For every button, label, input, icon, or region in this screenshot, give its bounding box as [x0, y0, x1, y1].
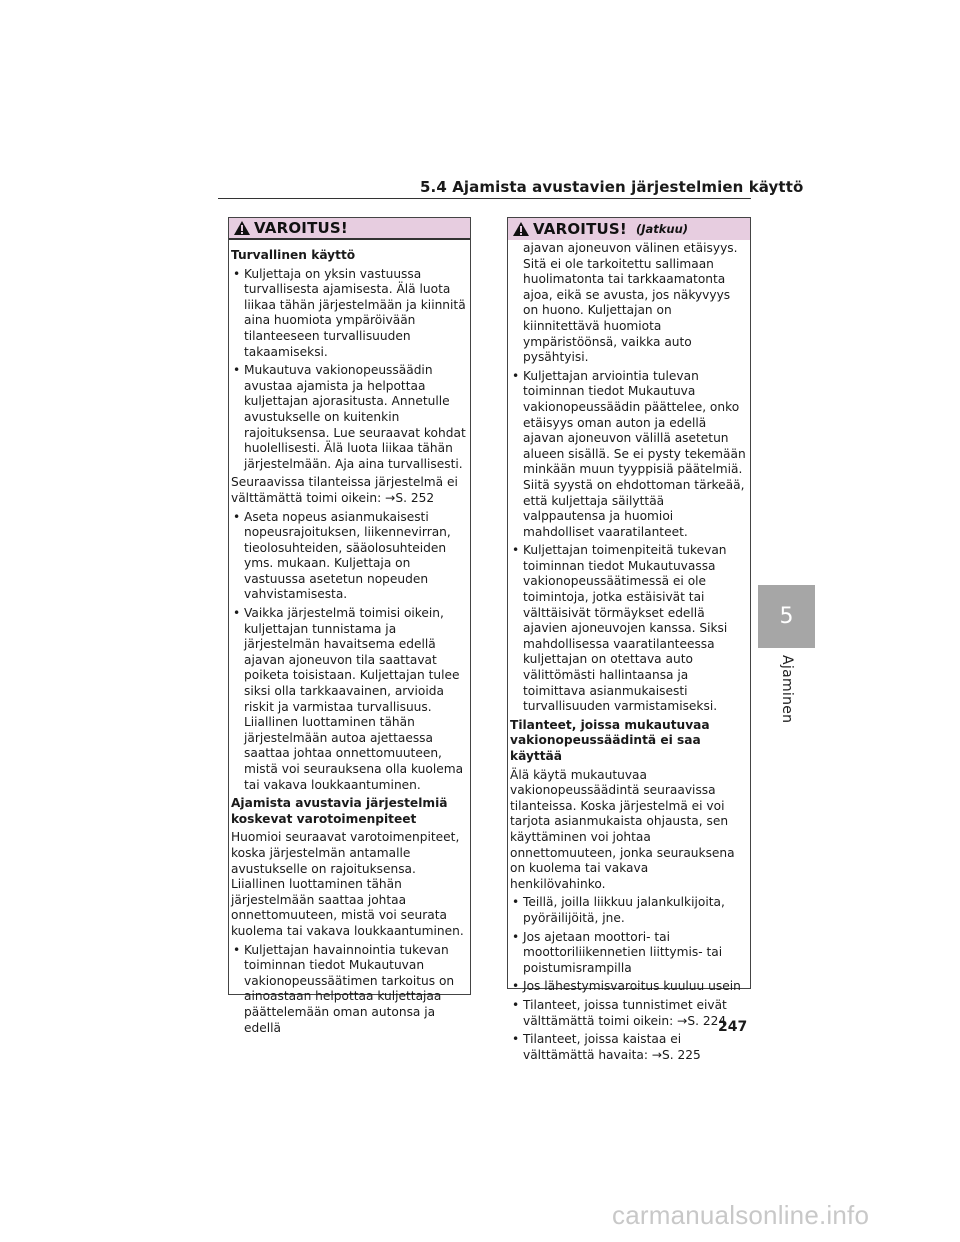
watermark: carmanualsonline.info	[612, 1200, 870, 1230]
bullet-item: • Kuljettajan arviointia tulevan toiminnan tiedot Mukautuva vakionopeussäädin päättelee, onko etäisyys oman auton ja edellä ajavan ajoneuvon välillä asetetun alueen sisällä. Se ei pysty tekemään minkään muun tyyppisiä päätelmiä. Siitä syystä on ehdottoman tärkeää, että kuljettaja säilyttää valppautensa ja huomioi mahdolliset vaaratilanteet.	[510, 369, 746, 541]
warning-title: VAROITUS!	[254, 219, 348, 237]
warning-body	[229, 240, 470, 1036]
warning-triangle-icon	[512, 221, 530, 237]
bullet-item: • Kuljettajan toimenpiteitä tukevan toiminnan tiedot Mukautuvassa vakionopeussäätimessä ei ole toimintoja, jotka estäisivät tai välttäisivät törmäykset edellä ajavien ajoneuvojen kanssa. Siksi mahdollisessa vaaratilanteessa kuljettajan on otettava auto välittömästi hallintaansa ja toimittava asianmukaisesti turvallisuuden varmistamiseksi.	[510, 543, 746, 715]
bullet-item: • Jos ajetaan moottori- tai moottoriliikennetien liittymis- tai poistumisrampilla	[510, 930, 746, 977]
subheading: Ajamista avustavia järjestelmiä koskevat varotoimenpiteet	[231, 796, 448, 826]
section-title: 5.4 Ajamista avustavien järjestelmien käyttö	[420, 178, 804, 196]
paragraph: Seuraavissa tilanteissa järjestelmä ei välttämättä toimi oikein: →S. 252	[231, 475, 458, 505]
bullet-item: • Vaikka järjestelmä toimisi oikein, kuljettajan tunnistama ja järjestelmän havaitsema edellä ajavan ajoneuvon tila saattavat poiketa toisistaan. Kuljettajan tulee siksi olla tarkkaavainen, arvioida riskit ja varmistaa turvallisuus. Liiallinen luottaminen tähän järjestelmään autoa ajettaessa saattaa johtaa onnettomuuteen, mistä voi seurauksena olla kuolema tai vakava loukkaantuminen.	[231, 606, 466, 793]
warning-continued-label: (Jatkuu)	[635, 222, 689, 236]
page-number: 247	[718, 1019, 748, 1035]
paragraph: Huomioi seuraavat varotoimenpiteet, koska järjestelmän antamalle avustukselle on rajoituksensa. Liiallinen luottaminen tähän järjestelmään saattaa johtaa onnettomuuteen, mistä voi seurata kuolema tai vakava loukkaantuminen.	[231, 830, 464, 938]
bullet-item: • Aseta nopeus asianmukaisesti nopeusrajoituksen, liikennevirran, tieolosuhteiden, sääolosuhteiden yms. mukaan. Kuljettaja on vastuussa asetetun nopeuden vahvistamisesta.	[231, 510, 466, 604]
warning-box-left	[228, 217, 471, 1035]
subheading: Turvallinen käyttö	[231, 248, 356, 262]
warning-title: VAROITUS!	[533, 220, 627, 238]
bullet-item: • Kuljettaja on yksin vastuussa turvallisesta ajamisesta. Älä luota liikaa tähän järjestelmään ja kiinnitä aina huomiota ympäröivään tilanteeseen turvallisuuden takaamiseksi.	[231, 267, 466, 361]
bullet-item: • Teillä, joilla liikkuu jalankulkijoita, pyöräilijöitä, jne.	[510, 895, 746, 926]
warning-header	[229, 218, 470, 240]
bullet-item: • Tilanteet, joissa tunnistimet eivät välttämättä toimi oikein: →S. 224	[510, 998, 746, 1029]
bullet-item: • Jos lähestymisvaroitus kuuluu usein	[510, 979, 746, 995]
bullet-item: ajavan ajoneuvon välinen etäisyys. Sitä ei ole tarkoitettu sallimaan huolimatonta tai tarkkaamatonta ajoa, eikä se avusta, jos näkyvyys on huono. Kuljettajan on kiinnitettävä huomiota ympäristöönsä, vaikka auto pysähtyisi.	[523, 241, 738, 365]
warning-header-continued	[508, 218, 750, 240]
subheading: Tilanteet, joissa mukautuvaa vakionopeussäädintä ei saa käyttää	[510, 717, 710, 763]
paragraph: Älä käytä mukautuvaa vakionopeussäädintä seuraavissa tilanteissa. Koska järjestelmä ei voi tarjota asianmukaista ohjausta, sen käyttäminen voi johtaa onnettomuuteen, jonka seurauksena on kuolema tai vakava henkilövahinko.	[510, 767, 735, 891]
section-rule	[218, 198, 751, 199]
bullet-item: • Kuljettajan havainnointia tukevan toiminnan tiedot Mukautuvan vakionopeussäätimen tarkoitus on ainoastaan helpottaa kuljettajaa päättelemään oman autonsa ja edellä	[231, 943, 466, 1037]
chapter-number: 5	[779, 604, 794, 629]
warning-body	[508, 240, 750, 1063]
chapter-label: Ajaminen	[779, 655, 795, 724]
bullet-item: • Mukautuva vakionopeussäädin avustaa ajamista ja helpottaa kuljettajan ajorasitusta. Annetulle avustukselle on kuitenkin rajoituksensa. Lue seuraavat kohdat huolellisesti. Älä luota liikaa tähän järjestelmään. Aja aina turvallisesti.	[231, 363, 466, 472]
chapter-tab	[758, 585, 815, 648]
warning-triangle-icon	[233, 220, 251, 236]
bullet-item: • Tilanteet, joissa kaistaa ei välttämättä havaita: →S. 225	[510, 1032, 746, 1063]
